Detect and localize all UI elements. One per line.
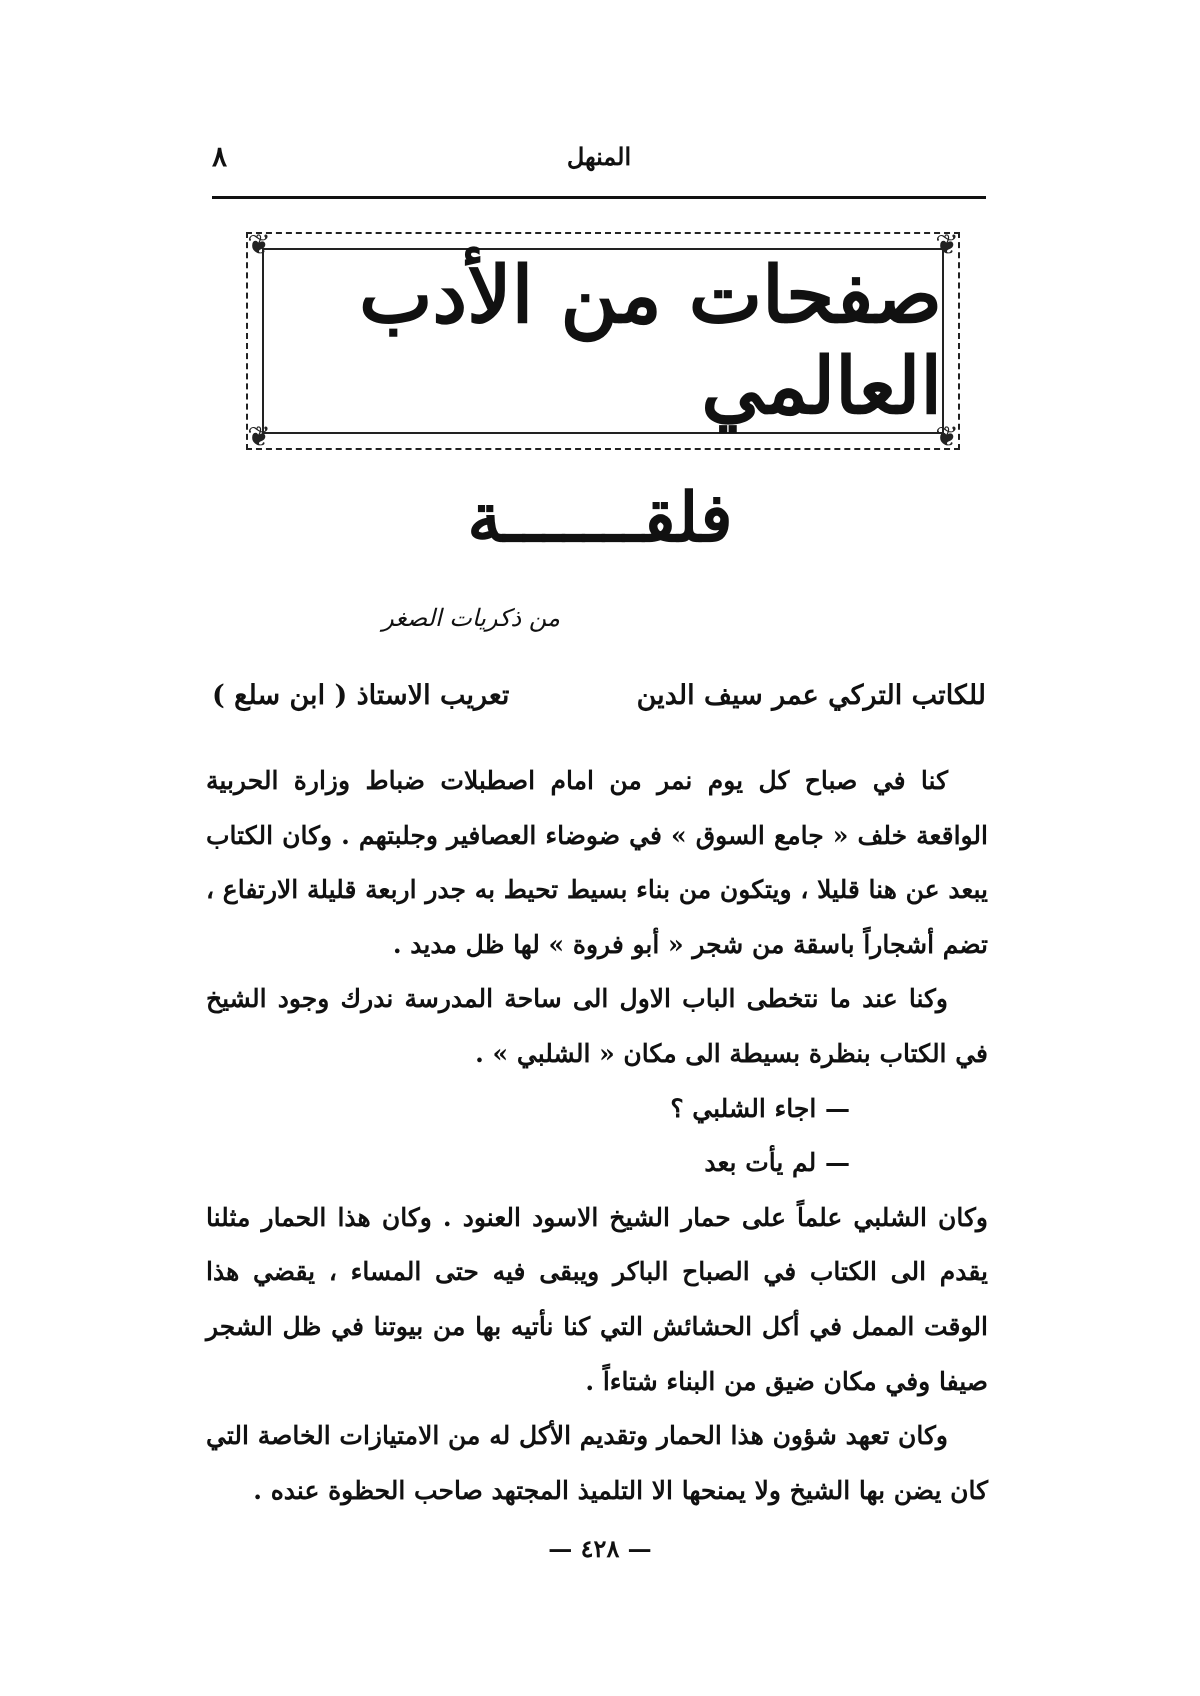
paragraph: كنا في صباح كل يوم نمر من امام اصطبلات ضباط وزارة الحربية الواقعة خلف « جامع السوق » في ضوضاء العصافير وجلبتهم . وكان الكتاب يبعد عن هنا قليلا ، ويتكون من بناء بسيط تحيط به جدر اربعة قليلة الارتفاع ، تضم أشجاراً باسقة من شجر « أبو فروة » لها ظل مديد . bbox=[206, 766, 988, 959]
dialog-line: — لم يأت بعد bbox=[704, 1148, 850, 1178]
article-title: فلقـــــــة bbox=[467, 478, 733, 558]
paragraph: وكان تعهد شؤون هذا الحمار وتقديم الأكل له من الامتيازات الخاصة التي كان يضن بها الشيخ ولا يمنحها الا التلميذ المجتهد صاحب الحظوة عنده . bbox=[206, 1421, 988, 1505]
ornament-icon: ❦ bbox=[247, 420, 271, 453]
article-subtitle: من ذكريات الصغر bbox=[382, 604, 560, 632]
section-title-frame bbox=[246, 228, 960, 453]
page-folio: — ٤٢٨ — bbox=[548, 1534, 652, 1563]
dialog-line: — اجاء الشلبي ؟ bbox=[670, 1093, 850, 1123]
ornament-icon: ❦ bbox=[935, 420, 959, 453]
journal-name: المنهل bbox=[566, 142, 632, 171]
ornament-icon: ❦ bbox=[247, 228, 271, 261]
translator: تعريب الاستاذ ( ابن سلع ) bbox=[212, 680, 510, 711]
article-body bbox=[206, 754, 988, 1518]
byline bbox=[212, 680, 986, 720]
author: للكاتب التركي عمر سيف الدين bbox=[636, 680, 986, 711]
paragraph: وكنا عند ما نتخطى الباب الاول الى ساحة المدرسة ندرك وجود الشيخ في الكتاب بنظرة بسيطة الى مكان « الشلبي » . bbox=[206, 984, 988, 1068]
page-header bbox=[212, 140, 986, 180]
section-title-inner bbox=[262, 248, 944, 434]
ornament-icon: ❦ bbox=[935, 228, 959, 261]
paragraph: وكان الشلبي علماً على حمار الشيخ الاسود العنود . وكان هذا الحمار مثلنا يقدم الى الكتاب في الصباح الباكر ويبقى فيه حتى المساء ، يقضي هذا الوقت الممل في أكل الحشائش التي كنا نأتيه بها من بيوتنا في ظل الشجر صيفا وفي مكان ضيق من البناء شتاءاً . bbox=[206, 1202, 988, 1396]
page-number: ٨ bbox=[212, 140, 228, 173]
header-rule bbox=[212, 196, 986, 199]
section-title: صفحات من الأدب العالمي bbox=[358, 250, 942, 432]
